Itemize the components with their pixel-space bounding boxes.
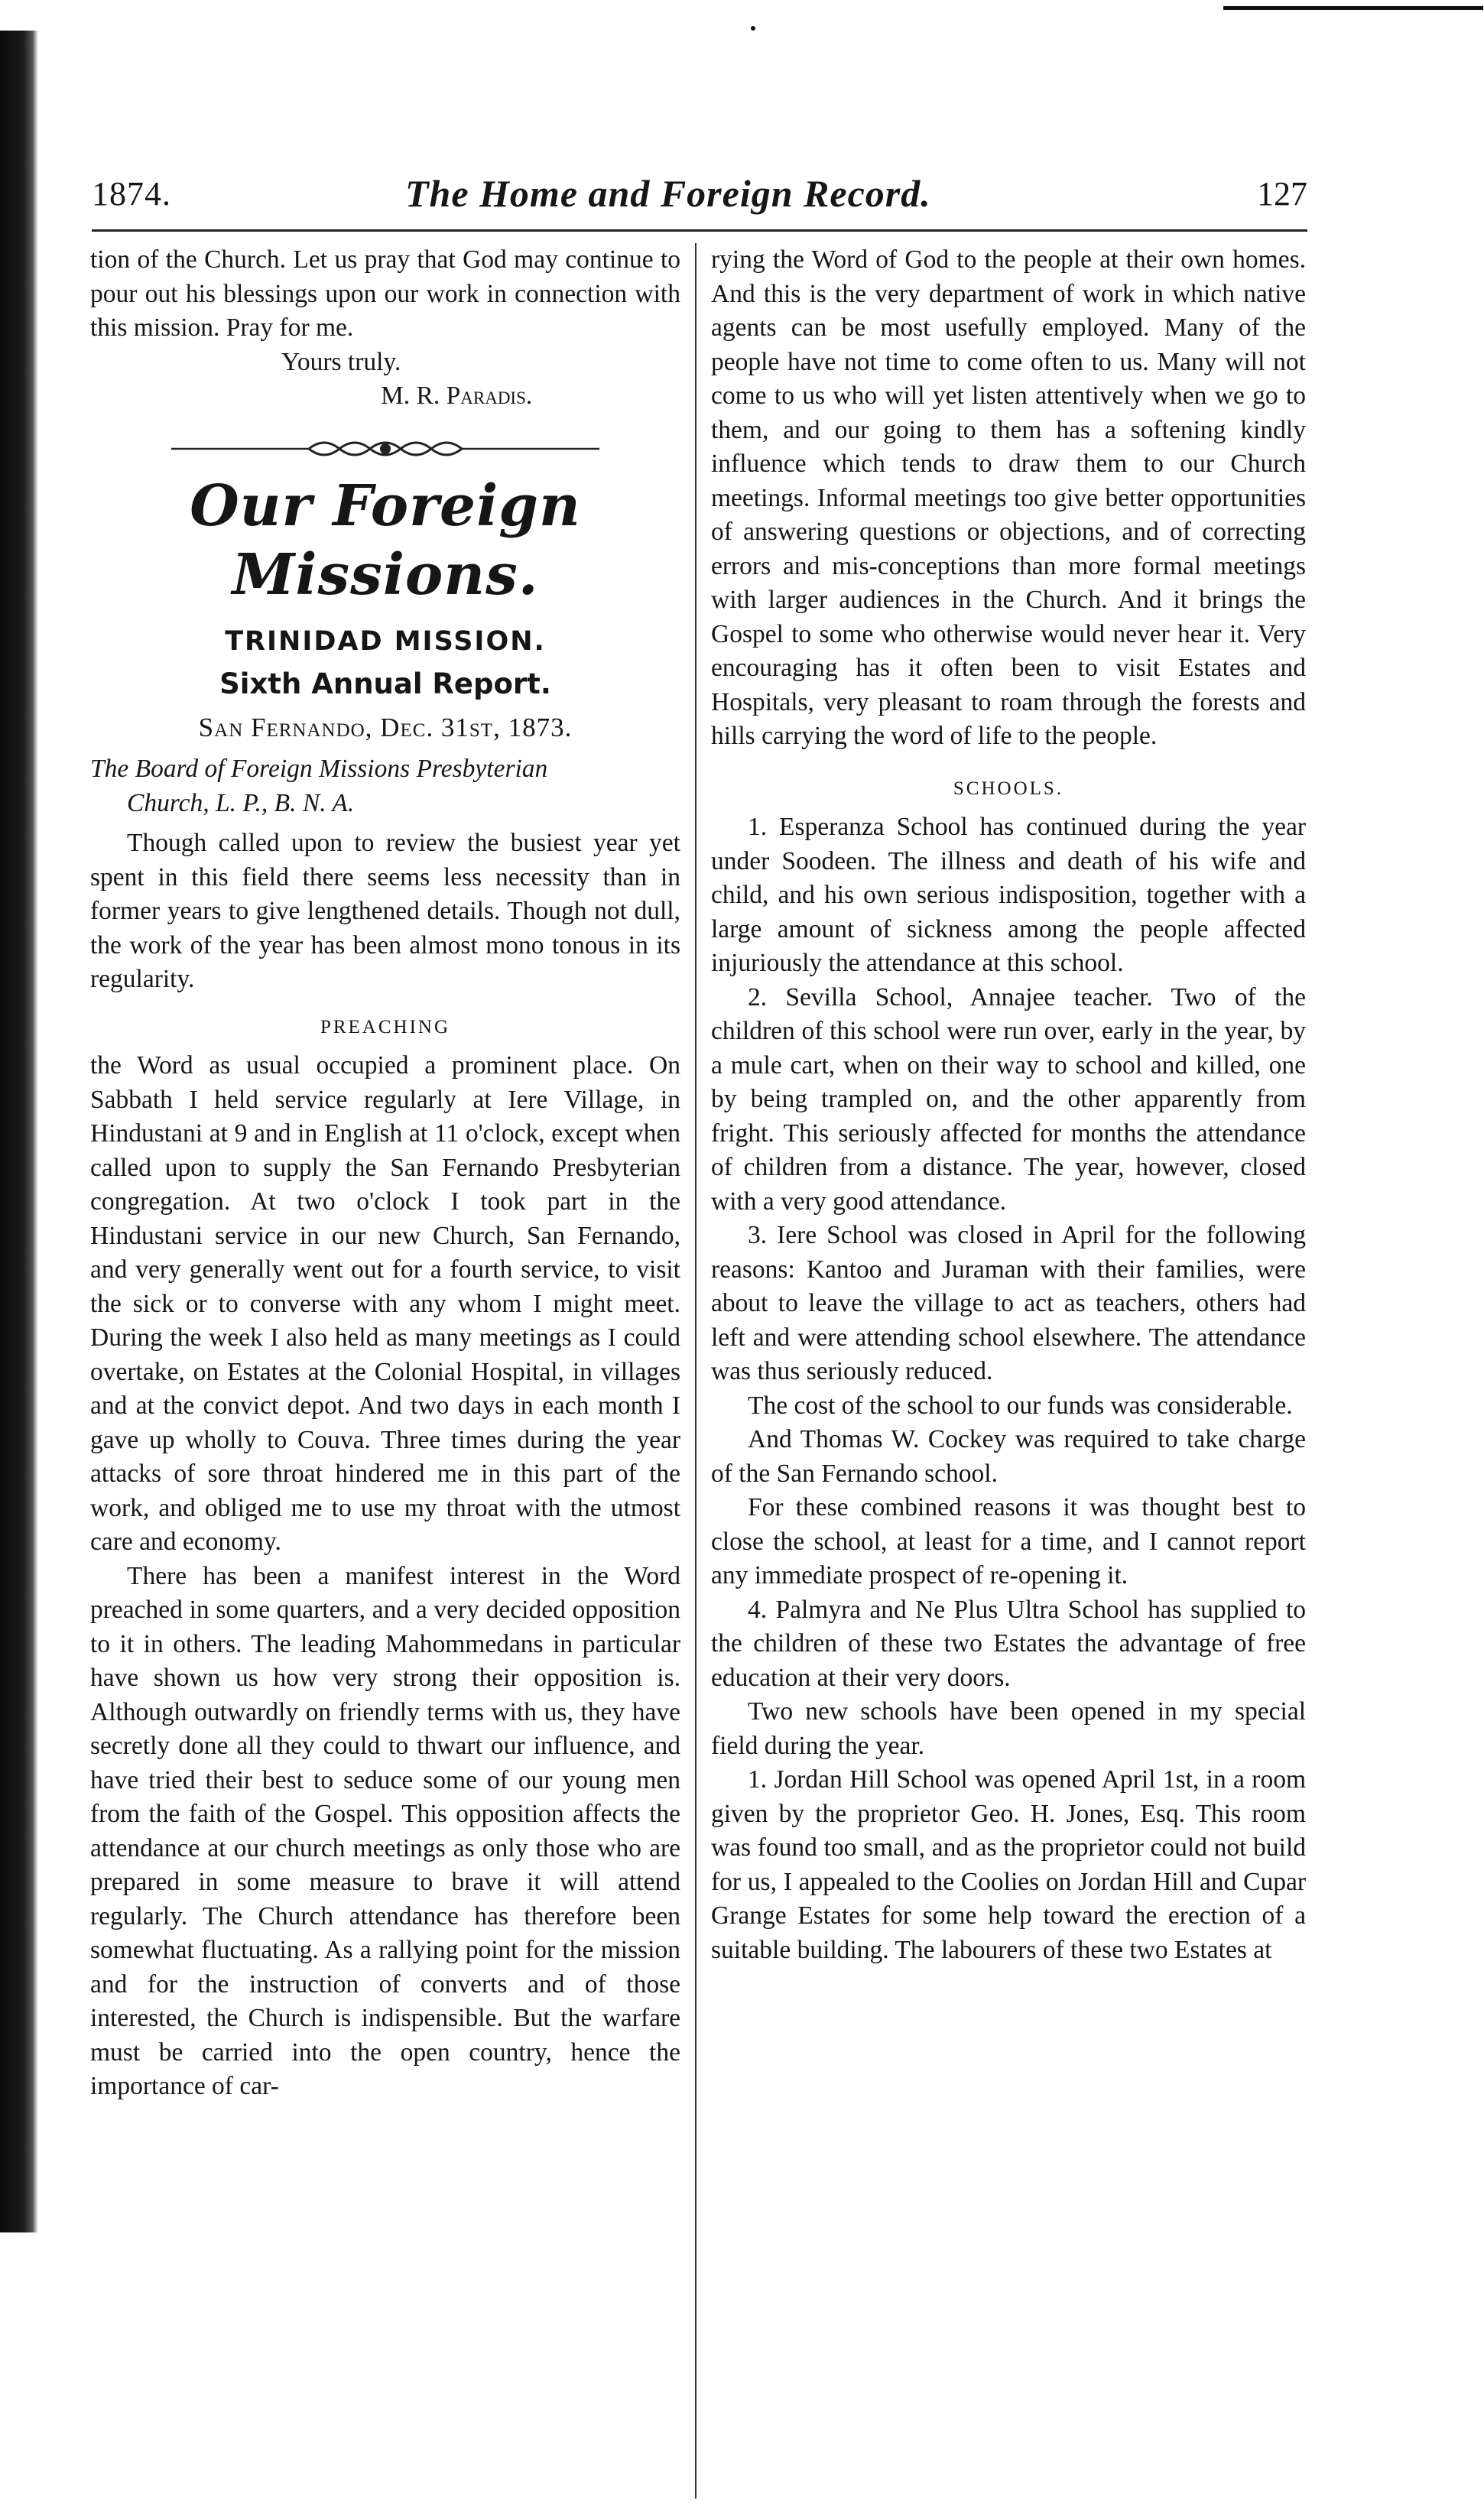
- column-divider: [695, 243, 697, 2499]
- school-paragraph-3: 3. Iere School was closed in April for the following reasons: Kantoo and Juraman with their families, were about to leave the village to act as teachers, others had left and were attending school elsewhere. The attendance was thus seriously reduced.: [711, 1221, 1306, 1385]
- school-paragraph-1: 1. Esperanza School has continued during the year under Soodeen. The illness and death of his wife and child, and his own serious indisposition, together with a large amount of sickness among the people affected injuriously the attendance at this school.: [711, 813, 1306, 977]
- section-title: Our Foreign Missions.: [190, 472, 581, 608]
- running-head-title: The Home and Foreign Record.: [405, 172, 931, 215]
- school-paragraph-2: 2. Sevilla School, Annajee teacher. Two of the children of this school were run over, early in the year, by a mule cart, when on their way to school and killed, one by being trampled on, and the other apparently from fright. This seriously affected for months the attendance of children from a distance. The year, however, closed with a very good attendance.: [711, 982, 1306, 1216]
- schools-subheading: SCHOOLS.: [953, 778, 1064, 799]
- preaching-subheading: PREACHING: [320, 1016, 451, 1037]
- combined-reasons-paragraph: For these combined reasons it was thought best to close the school, at least for a time, and I cannot report any immediate prospect of re-opening it.: [711, 1493, 1306, 1589]
- top-edge-rule: [1223, 6, 1483, 10]
- left-column: [90, 243, 680, 2104]
- letter-signature: M. R. Paradis.: [381, 382, 533, 410]
- report-place-date: San Fernando, Dec. 31st, 1873.: [198, 712, 573, 742]
- running-head-year: 1874.: [92, 175, 171, 213]
- page-binding-edge: [0, 31, 38, 2232]
- school-paragraph-4: 4. Palmyra and Ne Plus Ultra School has supplied to the children of these two Estates the advantage of free education at their very doors.: [711, 1595, 1306, 1692]
- intro-paragraph: Though called upon to review the busiest year yet spent in this field there seems less necessity than in former years to give lengthened details. Though not dull, the work of the year has been almost mono tonous in its regularity.: [90, 829, 680, 993]
- addressee-line-2: Church, L. P., B. N. A.: [127, 788, 355, 817]
- report-heading: Sixth Annual Report.: [219, 667, 551, 700]
- header-rule: [92, 229, 1307, 232]
- mission-heading: TRINIDAD MISSION.: [225, 625, 546, 657]
- jordan-hill-paragraph: 1. Jordan Hill School was opened April 1st, in a room given by the proprietor Geo. H. Jones, Esq. This room was found too small, and as the proprietor could not build for us, I appealed to the Coolies on Jordan Hill and Cupar Grange Estates for some help toward the erection of a suitable building. The labourers of these two Estates at: [711, 1765, 1306, 1964]
- preaching-paragraph-1: the Word as usual occupied a prominent place. On Sabbath I held service regularly at Iere Village, in Hindustani at 9 and in English at 11 o'clock, except when called upon to supply the San Fernando Presbyterian congregation. At two o'clock I took part in the Hindustani service in our new Church, San Fernando, and very generally went out for a fourth service, to visit the sick or to converse with any whom I might meet. During the week I also held as many meetings as I could overtake, on Estates at the Colonial Hospital, in villages and at the convict depot. And two days in each month I gave up wholly to Couva. Three times during the year attacks of sore throat hindered me in this part of the work, and obliged me to use my throat with the utmost care and economy.: [90, 1051, 680, 1556]
- letter-closing-paragraph: tion of the Church. Let us pray that God may continue to pour out his blessings upon our work in connection with this mission. Pray for me.: [90, 245, 680, 342]
- preaching-continuation: rying the Word of God to the people at their own homes. And this is the very department of work in which native agents can be most usefully employed. Many of the people have not time to come often to us. Many will not come to us who will yet listen attentively when we go to them, and our going to them has a softening kindly influence which tends to draw them to our Church meetings. Informal meetings too give better opportunities of answering questions or objections, and of correcting errors and mis-conceptions than more formal meetings with larger audiences in the Church. And it brings the Gospel to some who otherwise would never hear it. Very encouraging has it often been to visit Estates and Hospitals, very pleasant to roam through the forests and hills carrying the word of life to the people.: [711, 245, 1306, 750]
- report-addressee: [90, 752, 680, 820]
- print-speck: [751, 26, 755, 31]
- letter-closing: Yours truly.: [281, 347, 401, 376]
- running-head: [92, 174, 1307, 220]
- school-cost-paragraph: The cost of the school to our funds was considerable.: [748, 1391, 1293, 1420]
- ornament-divider: [171, 433, 599, 464]
- right-column: [711, 243, 1306, 1967]
- preaching-paragraph-2: There has been a manifest interest in the Word preached in some quarters, and a very decided opposition to it in others. The leading Mahommedans in particular have shown us how very strong their opposition is. Although outwardly on friendly terms with us, they have secretly done all they could to thwart our influence, and have tried their best to seduce some of our young men from the faith of the Gospel. This opposition affects the attendance at our church meetings as only those who are prepared in some measure to brave it will attend regularly. The Church attendance has therefore been somewhat fluctuating. As a rallying point for the mission and for the instruction of converts and of those interested, the Church is indispensible. But the warfare must be carried into the open country, hence the importance of car-: [90, 1561, 680, 2100]
- page-number: 127: [1257, 175, 1307, 213]
- addressee-line-1: The Board of Foreign Missions Presbyterian: [90, 755, 548, 783]
- new-schools-paragraph: Two new schools have been opened in my special field during the year.: [711, 1697, 1306, 1760]
- cockey-paragraph: And Thomas W. Cockey was required to take charge of the San Fernando school.: [711, 1425, 1306, 1488]
